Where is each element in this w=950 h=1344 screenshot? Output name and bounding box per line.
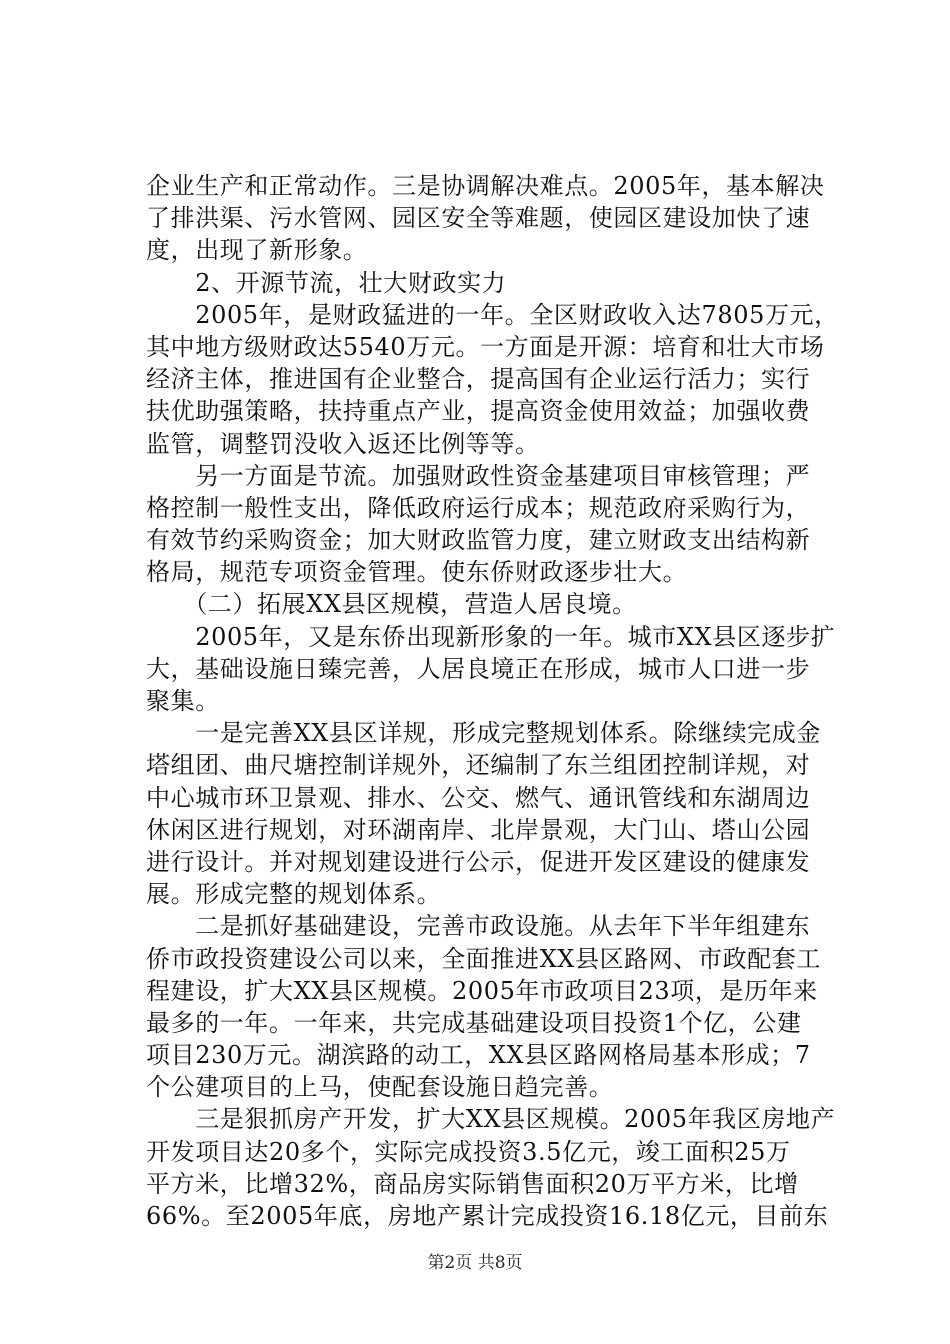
text-line: 个公建项目的上马，使配套设施日趋完善。 — [146, 1073, 614, 1102]
text-line: 度，出现了新形象。 — [146, 236, 368, 265]
text-line: 大，基础设施日臻完善，人居良境正在形成，城市人口进一步 — [146, 654, 811, 683]
text-line: 休闲区进行规划，对环湖南岸、北岸景观，大门山、塔山公园 — [146, 815, 811, 844]
text-line: 进行设计。并对规划建设进行公示，促进开发区建设的健康发 — [146, 847, 811, 876]
text-line: 2、开源节流，壮大财政实力 — [146, 268, 507, 297]
text-line: 三是狠抓房产开发，扩大XX县区规模。2005年我区房地产 — [146, 1105, 836, 1134]
text-line: 格局，规范专项资金管理。使东侨财政逐步壮大。 — [146, 558, 688, 587]
text-line: 开发项目达20多个，实际完成投资3.5亿元，竣工面积25万 — [146, 1137, 791, 1166]
text-line: 企业生产和正常动作。三是协调解决难点。2005年，基本解决 — [146, 172, 825, 200]
text-line: （二）拓展XX县区规模，营造人居良境。 — [146, 590, 637, 619]
text-line: 一是完善XX县区详规，形成完整规划体系。除继续完成金 — [146, 719, 821, 748]
text-line: 扶优助强策略，扶持重点产业，提高资金使用效益；加强收费 — [146, 397, 811, 426]
text-line: 66%。至2005年底，房地产累计完成投资16.18亿元，目前东 — [146, 1202, 829, 1230]
text-line: 最多的一年。一年来，共完成基础建设项目投资1个亿，公建 — [146, 1008, 802, 1037]
text-line: 有效节约采购资金；加大财政监管力度，建立财政支出结构新 — [146, 526, 811, 555]
text-line: 侨市政投资建设公司以来，全面推进XX县区路网、市政配套工 — [146, 944, 821, 973]
text-line: 其中地方级财政达5540万元。一方面是开源：培育和壮大市场 — [146, 332, 825, 361]
text-line: 2005年，是财政猛进的一年。全区财政收入达7805万元， — [146, 300, 839, 329]
text-line: 另一方面是节流。加强财政性资金基建项目审核管理；严 — [146, 461, 811, 490]
text-line: 了排洪渠、污水管网、园区安全等难题，使园区建设加快了速 — [146, 204, 811, 233]
text-line: 2005年，又是东侨出现新形象的一年。城市XX县区逐步扩 — [146, 622, 836, 651]
text-line: 二是抓好基础建设，完善市政设施。从去年下半年组建东 — [146, 912, 811, 941]
text-line: 中心城市环卫景观、排水、公交、燃气、通讯管线和东湖周边 — [146, 783, 811, 812]
text-line: 监管，调整罚没收入返还比例等等。 — [146, 429, 540, 458]
text-line: 展。形成完整的规划体系。 — [146, 880, 442, 909]
text-line: 程建设，扩大XX县区规模。2005年市政项目23项，是历年来 — [146, 976, 818, 1005]
text-line: 塔组团、曲尺塘控制详规外，还编制了东兰组团控制详规，对 — [146, 751, 811, 780]
text-line: 格控制一般性支出，降低政府运行成本；规范政府采购行为， — [146, 493, 811, 522]
text-line: 聚集。 — [146, 687, 220, 715]
text-line: 平方米，比增32%，商品房实际销售面积20万平方米，比增 — [146, 1169, 799, 1198]
document-body — [146, 170, 839, 1232]
text-line: 项目230万元。湖滨路的动工，XX县区路网格局基本形成；7 — [146, 1041, 811, 1070]
text-line: 经济主体，推进国有企业整合，提高国有企业运行活力；实行 — [146, 365, 811, 394]
page-footer: 第2页 共8页 — [427, 1253, 523, 1273]
